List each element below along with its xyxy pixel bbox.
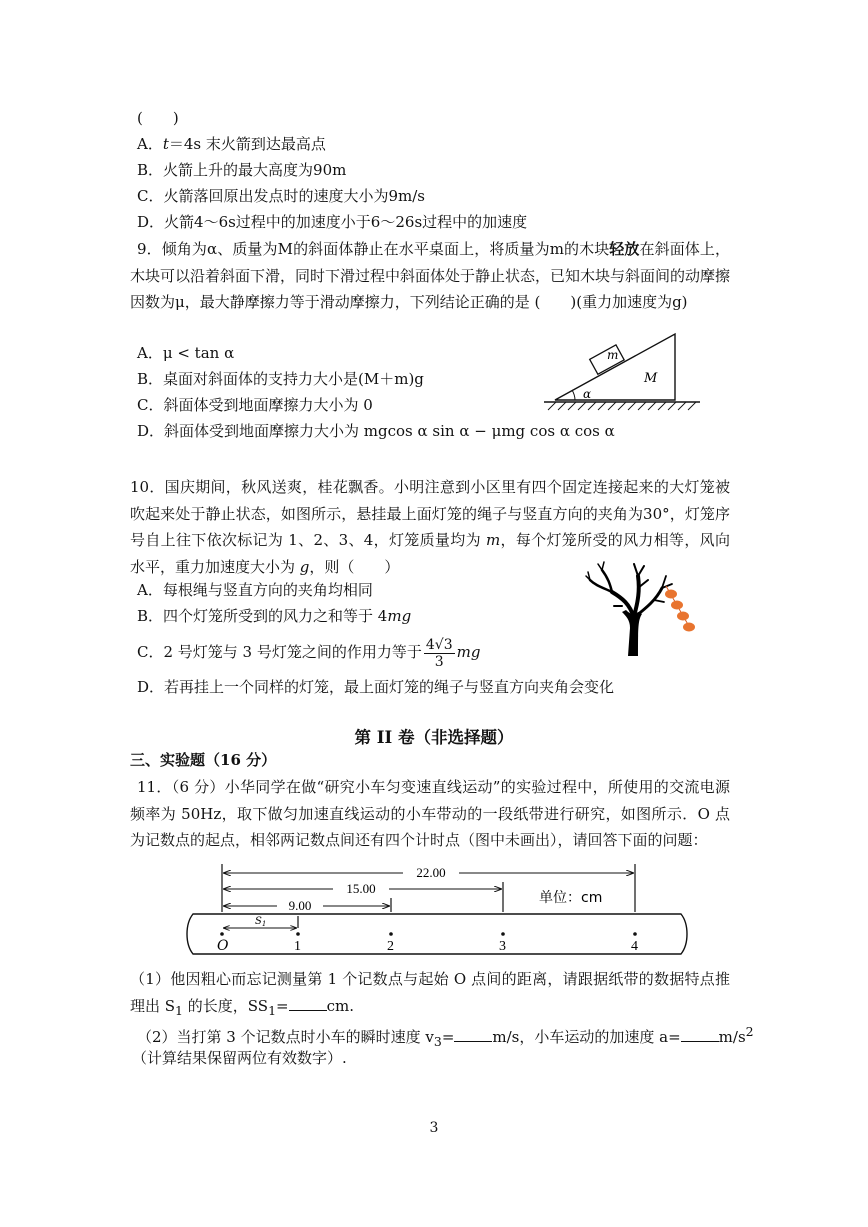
point-3 bbox=[501, 932, 505, 936]
point-o-label: O bbox=[217, 938, 229, 954]
fraction-4-sqrt3-over-3: $\frac{4√3}{3}$ bbox=[425, 636, 453, 670]
angle-arc bbox=[572, 390, 575, 400]
q10-option-c: C．2 号灯笼与 3 号灯笼之间的作用力等于 $\frac{4√3}{3}$ mg bbox=[137, 636, 481, 670]
q10-option-b: B．四个灯笼所受到的风力之和等于 4mg bbox=[137, 607, 412, 625]
label-M: M bbox=[644, 371, 658, 386]
unit-label: 单位：cm bbox=[539, 890, 603, 906]
point-3-label: 3 bbox=[499, 939, 506, 954]
point-4-label: 4 bbox=[631, 939, 638, 954]
incline-figure bbox=[540, 332, 710, 416]
q11-part-3: （计算结果保留两位有效数字）. bbox=[132, 1049, 347, 1067]
q11-stem: 11．（6 分）小华同学在做“研究小车匀变速直线运动”的实验过程中，所使用的交流电源频率为 50Hz，取下做匀加速直线运动的小车带动的一段纸带进行研究，如图所示．O 点为记数点的起点，相邻两记数点间还有四个计时点（图中未画出），请回答下面的问题： bbox=[130, 778, 730, 849]
q9-stem: 9．倾角为α、质量为M的斜面体静止在水平桌面上，将质量为m的木块轻放在斜面体上，木块可以沿着斜面下滑，同时下滑过程中斜面体处于静止状态，已知木块与斜面间的动摩擦因数为μ，最大静摩擦力等于滑动摩擦力，下列结论正确的是 ( )(重力加速度为g) bbox=[130, 240, 731, 311]
q8-option-b: B．火箭上升的最大高度为90m bbox=[137, 161, 347, 179]
q10-stem: 10．国庆期间，秋风送爽，桂花飘香。小明注意到小区里有四个固定连接起来的大灯笼被吹起来处于静止状态，如图所示，悬挂最上面灯笼的绳子与竖直方向的夹角为30°，灯笼序号自上往下依次标记为 1、2、3、4，灯笼质量均为 m，每个灯笼所受的风力相等，风向水平，重力加速度大小为 g，则（ ） bbox=[130, 478, 730, 577]
dimension-9-label: 9.00 bbox=[288, 898, 312, 913]
ground-hatch bbox=[548, 402, 696, 410]
lantern-4 bbox=[683, 623, 695, 632]
lantern-2 bbox=[671, 601, 683, 610]
a-answer-blank[interactable] bbox=[681, 1027, 719, 1042]
q10-option-d: D．若再挂上一个同样的灯笼，最上面灯笼的绳子与竖直方向夹角会变化 bbox=[137, 678, 615, 696]
v3-answer-blank[interactable] bbox=[454, 1027, 492, 1042]
lantern-3 bbox=[677, 612, 689, 621]
point-1 bbox=[296, 932, 300, 936]
q9-option-c: C．斜面体受到地面摩擦力大小为 0 bbox=[137, 396, 373, 414]
section-3-heading: 三、实验题（16 分） bbox=[130, 751, 277, 769]
s1-answer-blank[interactable] bbox=[289, 996, 327, 1011]
q9-option-a: A．μ < tan α bbox=[137, 344, 235, 362]
incline-block-M bbox=[555, 334, 675, 400]
q9-option-d: D．斜面体受到地面摩擦力大小为 mgcos α sin α − μmg cos α cos α bbox=[137, 422, 615, 440]
s1-label: $S_1$ bbox=[255, 916, 267, 928]
page-number: 3 bbox=[429, 1120, 439, 1136]
point-2-label: 2 bbox=[387, 939, 394, 954]
q9-option-b: B．桌面对斜面体的支持力大小是(M＋m)g bbox=[137, 370, 424, 388]
q8-option-d: D．火箭4～6s过程中的加速度小于6～26s过程中的加速度 bbox=[137, 213, 528, 231]
q8-option-a: A．t＝4s 末火箭到达最高点 bbox=[137, 135, 326, 153]
point-2 bbox=[389, 932, 393, 936]
dimension-22-label: 22.00 bbox=[416, 865, 446, 880]
q8-paren: ( ) bbox=[137, 109, 179, 127]
q11-part-1: （1）他因粗心而忘记测量第 1 个记数点与起始 O 点间的距离，请跟据纸带的数据特点推理出 $S_1$ 的长度，$SS_1=$ cm. bbox=[130, 970, 730, 1018]
label-alpha: α bbox=[583, 387, 592, 401]
q11-part-2: （2）当打第 3 个记数点时小车的瞬时速度 $v_3= m/s$，小车运动的加速度 $a= m/s^2$ bbox=[137, 1024, 754, 1049]
point-o bbox=[220, 932, 224, 936]
section-title: 第 II 卷（非选择题） bbox=[354, 728, 514, 747]
tree-branches bbox=[586, 562, 672, 618]
q10-option-a: A．每根绳与竖直方向的夹角均相同 bbox=[137, 581, 373, 599]
point-4 bbox=[633, 932, 637, 936]
dimension-15-label: 15.00 bbox=[346, 881, 376, 896]
tree-lantern-figure bbox=[582, 558, 702, 658]
q8-option-c: C．火箭落回原出发点时的速度大小为9m/s bbox=[137, 187, 425, 205]
lantern-1 bbox=[665, 590, 677, 599]
paper-tape-figure bbox=[187, 862, 697, 962]
point-1-label: 1 bbox=[294, 939, 301, 954]
label-m: m bbox=[607, 348, 619, 362]
